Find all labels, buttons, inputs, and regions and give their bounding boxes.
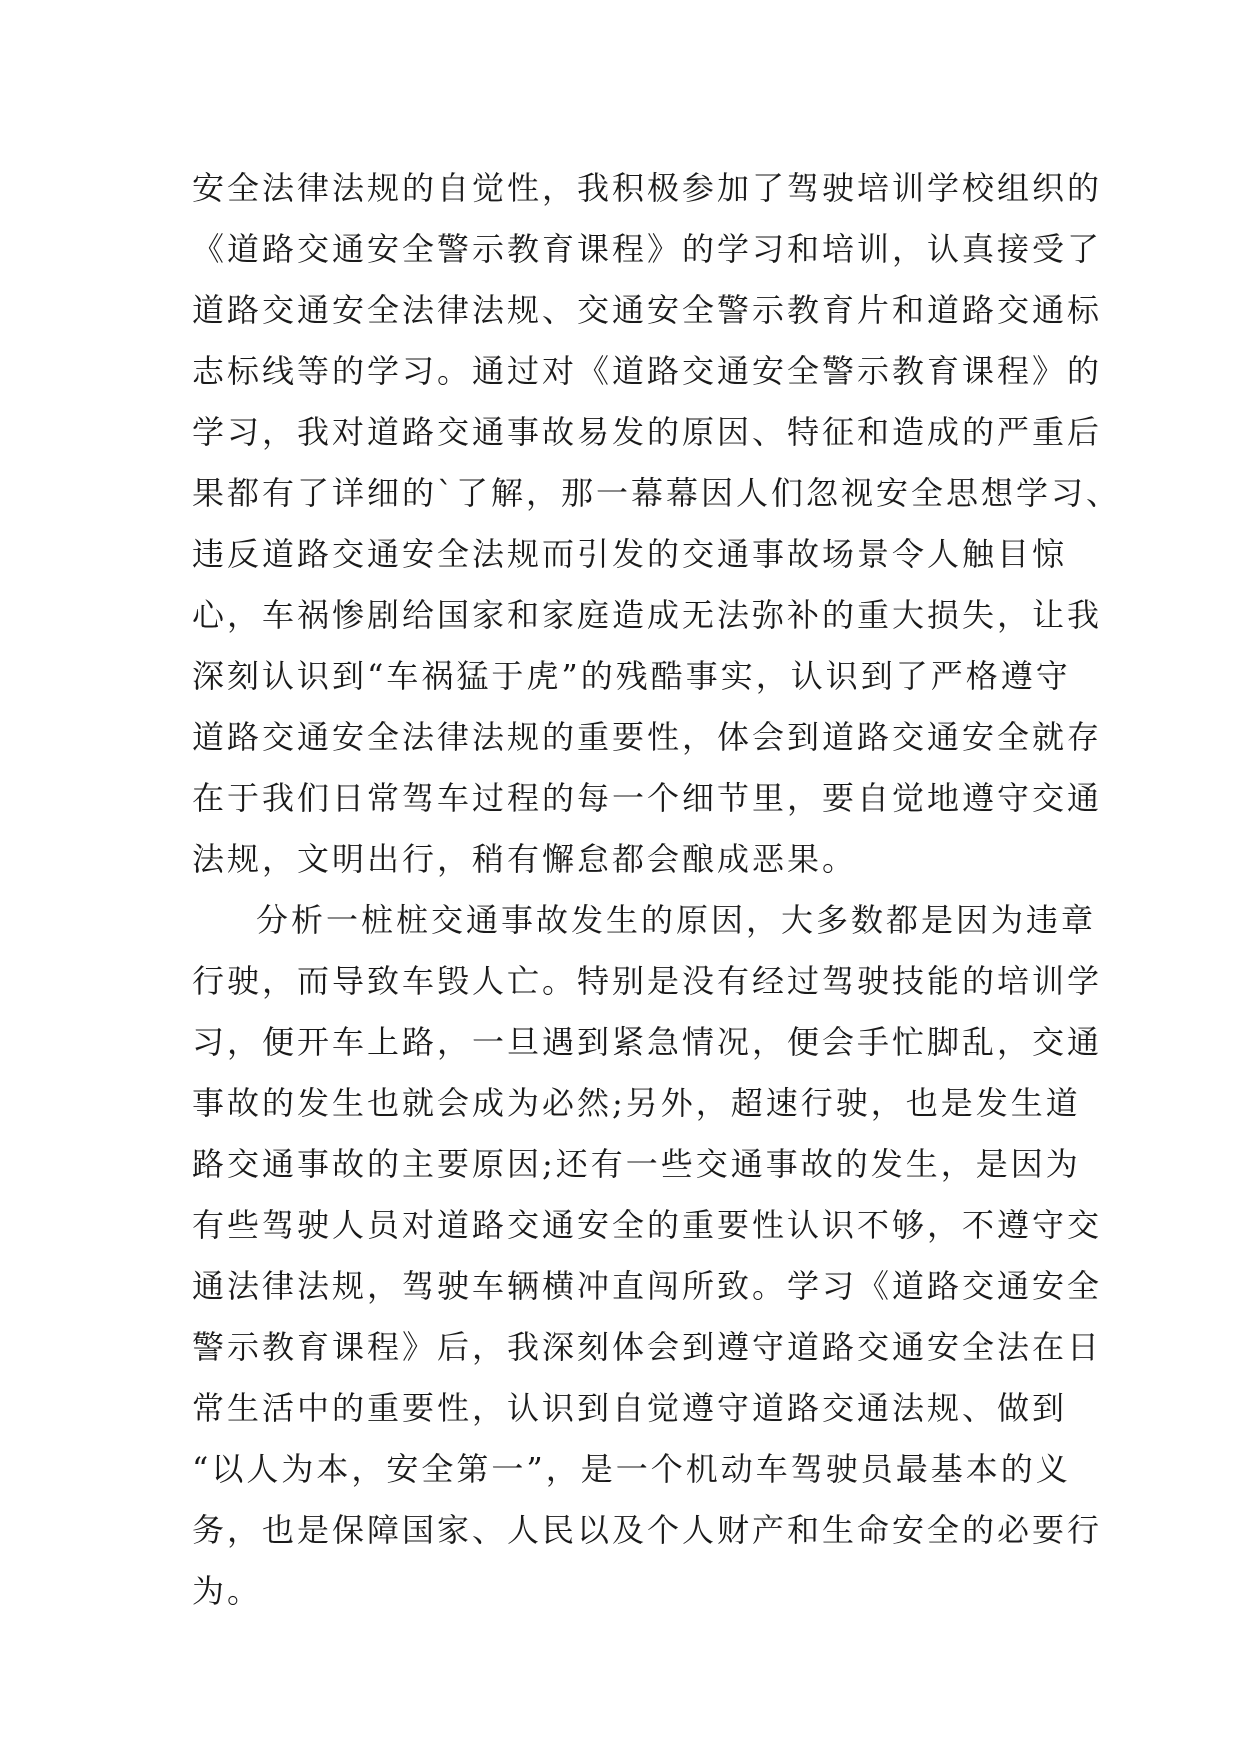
text-line: “以人为本，安全第一”，是一个机动车驾驶员最基本的义	[192, 1450, 1071, 1488]
text-line: 《道路交通安全警示教育课程》的学习和培训，认真接受了	[192, 230, 1103, 268]
text-line: 习，便开车上路，一旦遇到紧急情况，便会手忙脚乱，交通	[192, 1023, 1103, 1061]
text-line: 常生活中的重要性，认识到自觉遵守道路交通法规、做到	[192, 1389, 1068, 1427]
text-line: 路交通事故的主要原因;还有一些交通事故的发生，是因为	[192, 1145, 1081, 1183]
body-text	[192, 158, 1122, 1622]
text-line: 志标线等的学习。通过对《道路交通安全警示教育课程》的	[192, 352, 1103, 390]
text-line: 行驶，而导致车毁人亡。特别是没有经过驾驶技能的培训学	[192, 962, 1103, 1000]
text-line: 心，车祸惨剧给国家和家庭造成无法弥补的重大损失，让我	[192, 596, 1103, 634]
text-line: 事故的发生也就会成为必然;另外，超速行驶，也是发生道	[192, 1084, 1081, 1122]
paragraph-2	[192, 890, 1103, 1622]
text-line: 深刻认识到“车祸猛于虎”的残酷事实，认识到了严格遵守	[192, 657, 1071, 695]
text-line: 违反道路交通安全法规而引发的交通事故场景令人触目惊	[192, 535, 1068, 573]
text-line: 为。	[192, 1572, 263, 1610]
text-line: 通法律法规，驾驶车辆横冲直闯所致。学习《道路交通安全	[192, 1267, 1103, 1305]
text-line: 安全法律法规的自觉性，我积极参加了驾驶培训学校组织的	[192, 169, 1103, 207]
text-line: 警示教育课程》后，我深刻体会到遵守道路交通安全法在日	[192, 1328, 1103, 1366]
text-line: 学习，我对道路交通事故易发的原因、特征和造成的严重后	[192, 413, 1103, 451]
text-line: 务，也是保障国家、人民以及个人财产和生命安全的必要行	[192, 1511, 1103, 1549]
paragraph-1	[192, 158, 1122, 890]
text-line: 道路交通安全法律法规、交通安全警示教育片和道路交通标	[192, 291, 1103, 329]
text-line: 有些驾驶人员对道路交通安全的重要性认识不够，不遵守交	[192, 1206, 1103, 1244]
text-line: 果都有了详细的`了解，那一幕幕因人们忽视安全思想学习、	[192, 474, 1122, 512]
text-line: 道路交通安全法律法规的重要性，体会到道路交通安全就存	[192, 718, 1103, 756]
text-line: 在于我们日常驾车过程的每一个细节里，要自觉地遵守交通	[192, 779, 1103, 817]
text-line: 分析一桩桩交通事故发生的原因，大多数都是因为违章	[256, 901, 1097, 939]
text-line: 法规，文明出行，稍有懈怠都会酿成恶果。	[192, 840, 858, 878]
